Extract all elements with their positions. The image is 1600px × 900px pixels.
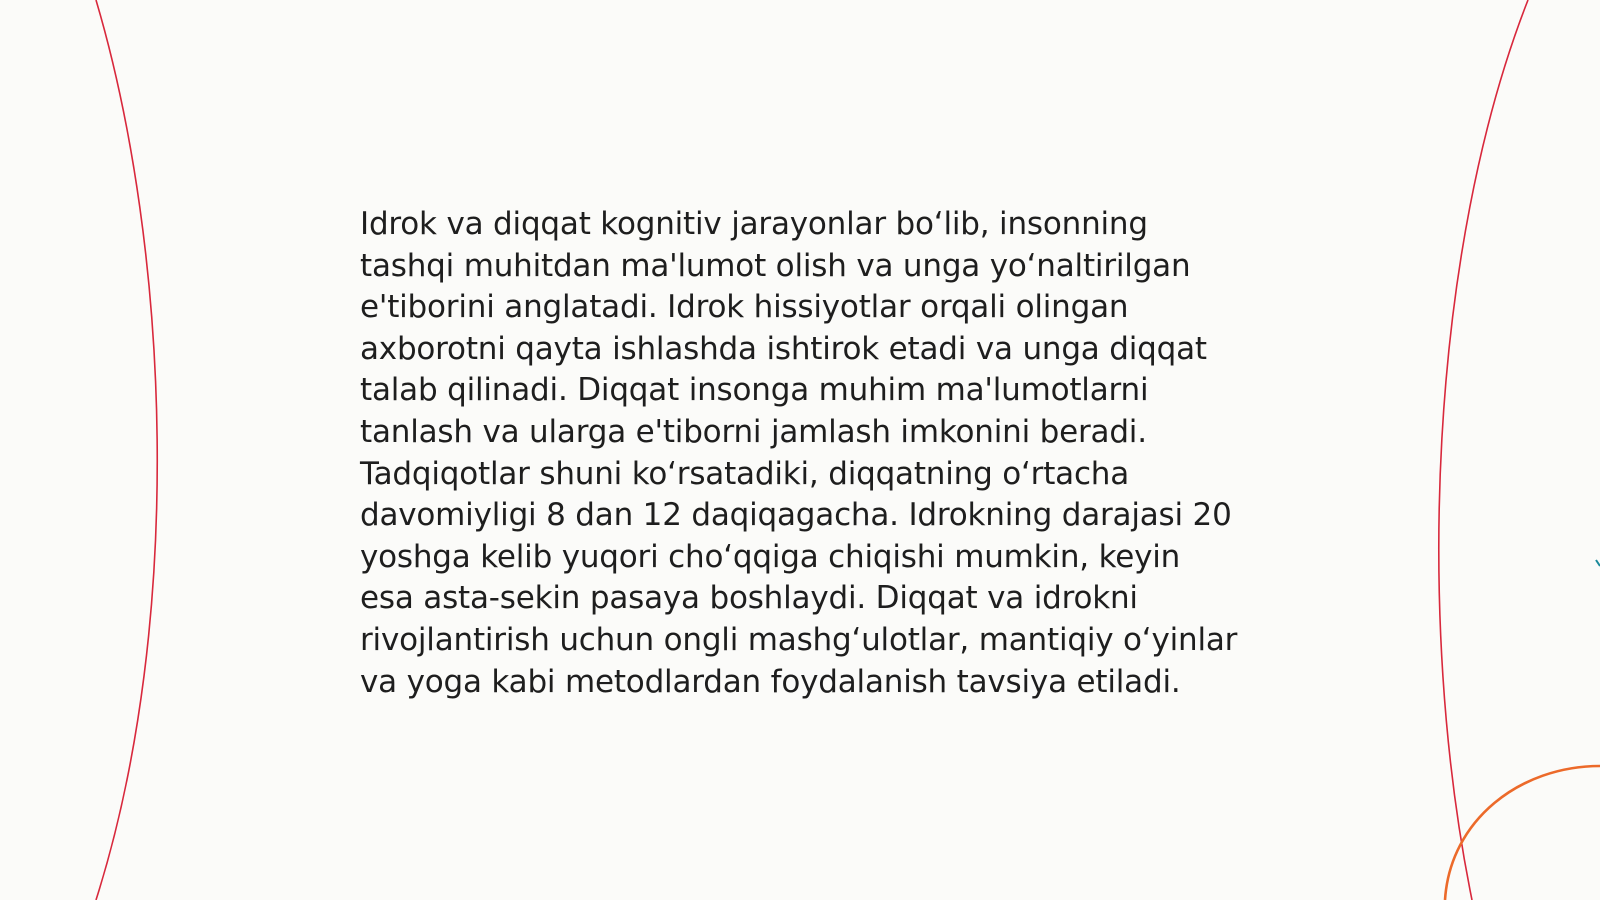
slide-body-text: Idrok va diqqat kognitiv jarayonlar bo‘lib, insonning tashqi muhitdan ma'lumot olish va unga yo‘naltirilgan e'tiborini anglatadi. Idrok hissiyotlar orqali olingan axborotni qayta ishlashda ishtirok etadi va unga diqqat talab qilinadi. Diqqat insonga muhim ma'lumotlarni tanlash va ularga e'tiborni jamlash imkonini beradi. Tadqiqotlar shuni ko‘rsatadiki, diqqatning o‘rtacha davomiyligi 8 dan 12 daqiqagacha. Idrokning darajasi 20 yoshga kelib yuqori cho‘qqiga chiqishi mumkin, keyin esa asta-sekin pasaya boshlaydi. Diqqat va idrokni rivojlantirish uchun ongli mashg‘ulotlar, mantiqiy o‘yinlar va yoga kabi metodlardan foydalanish tavsiya etiladi. <box>360 206 1238 700</box>
right-curve-line <box>1439 0 1528 900</box>
bottom-right-arc <box>1445 766 1600 900</box>
left-curve-line <box>96 0 157 900</box>
right-edge-accent <box>1596 560 1600 566</box>
